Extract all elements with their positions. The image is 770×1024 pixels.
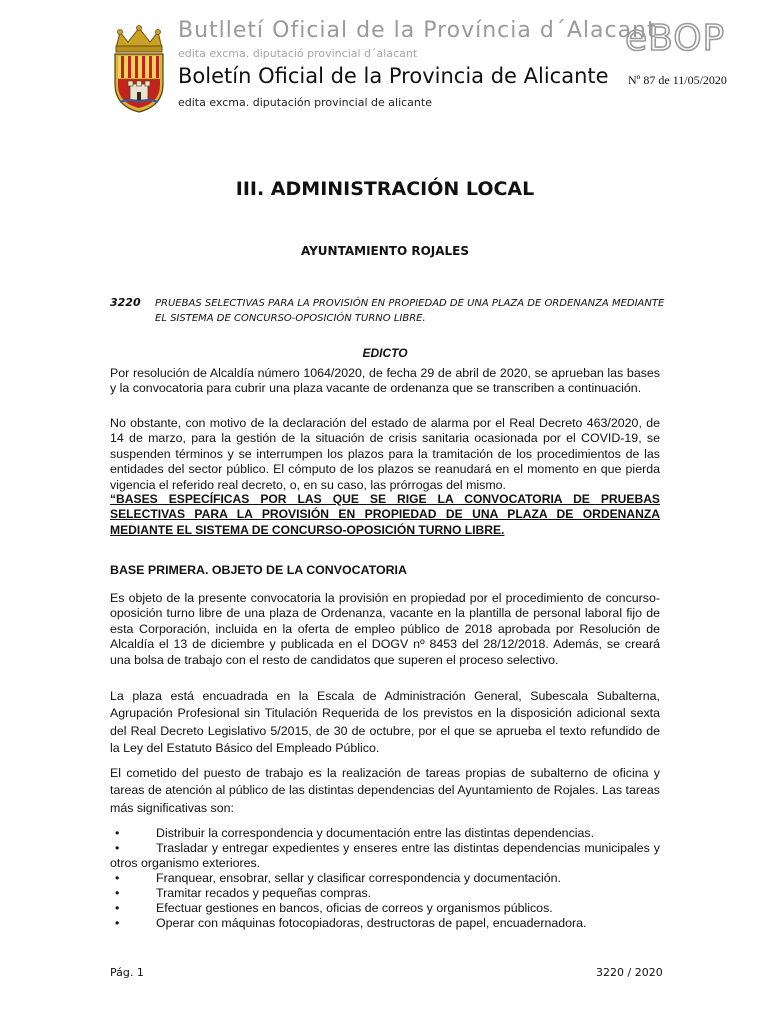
bases-title: “BASES ESPECÍFICAS POR LAS QUE SE RIGE LA CONVOCATORIA DE PRUEBAS SELECTIVAS PARA LA PROVISIÓN EN PROPIEDAD DE UNA PLAZA DE ORDENANZA MEDIANTE EL SISTEMA DE CONCURSO-OPOSICIÓN TURNO LIBRE. — [110, 492, 660, 537]
bullet-icon: • — [115, 826, 120, 840]
list-item — [110, 901, 660, 916]
task-list — [110, 826, 660, 931]
list-item — [110, 826, 660, 841]
header-subtitle-spanish: edita excma. diputación provincial de alicante — [178, 96, 432, 109]
header-title-spanish: Boletín Oficial de la Provincia de Alicante — [178, 64, 609, 88]
header-subtitle-valencian: edita excma. diputació provincial d´alacant — [178, 47, 418, 60]
document-reference: 3220 / 2020 — [596, 966, 663, 979]
task-text: Distribuir la correspondencia y documentación entre las distintas dependencias. — [156, 826, 595, 840]
section-title: III. ADMINISTRACIÓN LOCAL — [235, 178, 535, 200]
base-primera-heading: BASE PRIMERA. OBJETO DE LA CONVOCATORIA — [110, 563, 407, 577]
task-text: Franquear, ensobrar, sellar y clasificar correspondencia y documentación. — [156, 871, 561, 885]
page-number: Pág. 1 — [110, 966, 144, 979]
issue-number-date: Nº 87 de 11/05/2020 — [628, 73, 727, 87]
bullet-icon: • — [115, 916, 120, 930]
paragraph-escala: La plaza está encuadrada en la Escala de Administración General, Subescala Subalterna, Agrupación Profesional sin Titulación Requerida de los previstos en la disposición adicional sexta del Real Decreto Legislativo 5/2015, de 30 de octubre, por el que se aprueba el texto refundido de la Ley del Estatuto Básico del Empleado Público. — [110, 689, 660, 756]
task-text: Operar con máquinas fotocopiadoras, destructoras de papel, encuadernadora. — [156, 916, 587, 930]
bullet-icon: • — [115, 886, 120, 900]
list-item — [110, 916, 660, 931]
list-item — [110, 841, 660, 871]
task-text: Efectuar gestiones en bancos, oficias de correos y organismos públicos. — [156, 901, 553, 915]
task-text: Trasladar y entregar expedientes y enseres entre las distintas dependencias municipales y otros organismo exteriores. — [110, 841, 660, 870]
paragraph-objeto: Es objeto de la presente convocatoria la provisión en propiedad por el procedimiento de concurso-oposición turno libre de una plaza de Ordenanza, vacante en la plantilla de personal laboral fijo de esta Corporación, incluida en la oferta de empleo público de 2018 aprobada por Resolución de Alcaldía el 13 de diciembre y publicada en el DOGV nº 8453 del 28/12/2018. Además, se creará una bolsa de trabajo con el resto de candidatos que superen el proceso selectivo. — [110, 591, 660, 667]
ebop-logo — [623, 16, 733, 60]
list-item — [110, 886, 660, 901]
task-text: Tramitar recados y pequeñas compras. — [156, 886, 372, 900]
coat-of-arms-icon — [110, 22, 168, 114]
list-item — [110, 871, 660, 886]
announcement-title: PRUEBAS SELECTIVAS PARA LA PROVISIÓN EN PROPIEDAD DE UNA PLAZA DE ORDENANZA MEDIANTE EL SISTEMA DE CONCURSO-OPOSICIÓN TURNO LIBRE. — [155, 298, 665, 324]
entity-name: AYUNTAMIENTO ROJALES — [300, 244, 470, 258]
bullet-icon: • — [115, 871, 120, 885]
paragraph-cometido: El cometido del puesto de trabajo es la realización de tareas propias de subalterno de oficina y tareas de atención al público de las distintas dependencias del Ayuntamiento de Rojales. Las tareas más significativas son: — [110, 766, 660, 815]
bullet-icon: • — [115, 901, 120, 915]
edicto-heading: EDICTO — [362, 346, 408, 360]
paragraph-resolution: Por resolución de Alcaldía número 1064/2020, de fecha 29 de abril de 2020, se aprueban las bases y la convocatoria para cubrir una plaza vacante de ordenanza que se transcriben a continuación. — [110, 366, 660, 396]
announcement-number: 3220 — [110, 296, 141, 309]
ebop-logo-text: eBOP — [625, 18, 726, 59]
bullet-icon: • — [115, 841, 120, 855]
paragraph-covid-suspension: No obstante, con motivo de la declaración del estado de alarma por el Real Decreto 463/2020, de 14 de marzo, para la gestión de la situación de crisis sanitaria ocasionada por el COVID-19, se suspenden términos y se interrumpen los plazos para la tramitación de los procedimientos de las entidades del sector público. El cómputo de los plazos se reanudará en el momento en que pierda vigencia el referido real decreto, o, en su caso, las prórrogas del mismo. — [110, 416, 660, 492]
header-title-valencian: Butlletí Oficial de la Província d´Alacant — [178, 18, 657, 43]
